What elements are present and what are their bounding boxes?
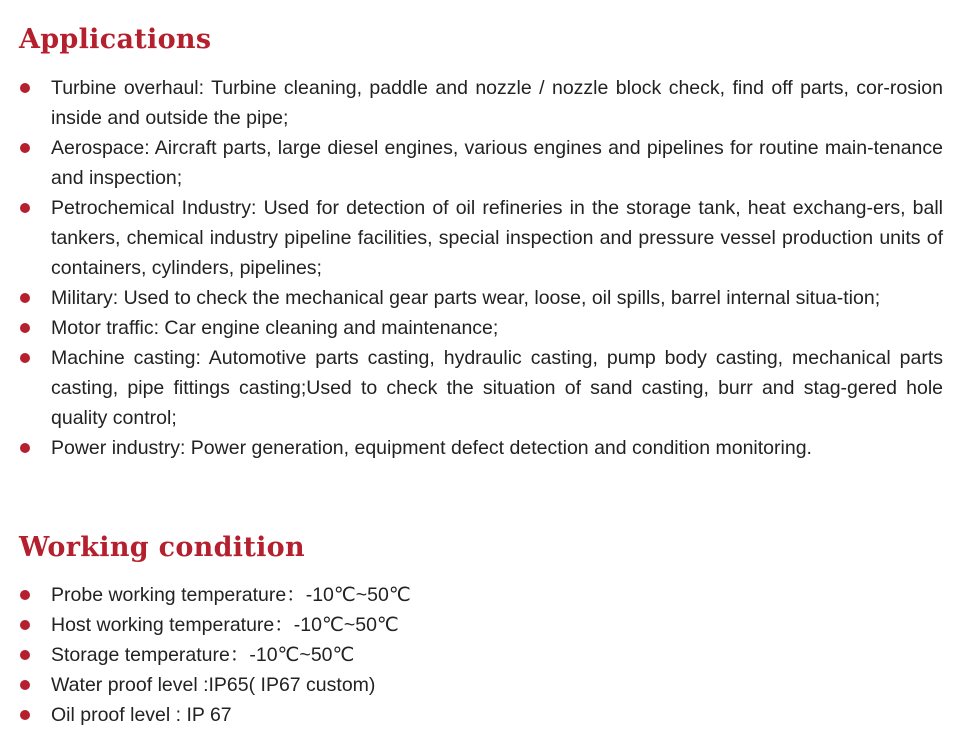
list-item — [0, 133, 943, 193]
bullet-dot-icon — [20, 323, 30, 333]
list-item — [0, 580, 943, 610]
list-item — [0, 700, 943, 730]
list-item — [0, 670, 943, 700]
bullet-dot-icon — [20, 293, 30, 303]
bullet-dot-icon — [20, 710, 30, 720]
list-item-text: Power industry: Power generation, equipment defect detection and condition monitoring. — [51, 437, 812, 459]
list-item-text: Turbine overhaul: Turbine cleaning, paddle and nozzle / nozzle block check, find off parts, cor-rosion inside and outside the pipe; — [51, 77, 943, 129]
list-item — [0, 610, 943, 640]
bullet-dot-icon — [20, 620, 30, 630]
list-item-text: Aerospace: Aircraft parts, large diesel engines, various engines and pipelines for routine main-tenance and inspection; — [51, 137, 943, 189]
bullet-dot-icon — [20, 353, 30, 363]
list-item-text: Probe working temperature：-10℃~50℃ — [51, 584, 411, 606]
list-item — [0, 283, 943, 313]
bullet-dot-icon — [20, 143, 30, 153]
applications-list — [0, 73, 960, 463]
list-item — [0, 640, 943, 670]
list-item-text: Military: Used to check the mechanical gear parts wear, loose, oil spills, barrel internal situa-tion; — [51, 287, 881, 309]
list-item — [0, 433, 943, 463]
list-item — [0, 73, 943, 133]
list-item-text: Storage temperature：-10℃~50℃ — [51, 644, 355, 666]
bullet-dot-icon — [20, 650, 30, 660]
bullet-dot-icon — [20, 83, 30, 93]
bullet-dot-icon — [20, 203, 30, 213]
applications-heading: Applications — [19, 24, 212, 55]
working-condition-heading: Working condition — [19, 532, 305, 563]
list-item — [0, 343, 943, 433]
list-item-text: Motor traffic: Car engine cleaning and maintenance; — [51, 317, 499, 339]
bullet-dot-icon — [20, 680, 30, 690]
list-item-text: Water proof level :IP65( IP67 custom) — [51, 674, 376, 696]
list-item — [0, 193, 943, 283]
list-item — [0, 313, 943, 343]
list-item-text: Petrochemical Industry: Used for detection of oil refineries in the storage tank, heat exchang-ers, ball tankers, chemical industry pipeline facilities, special inspection and pressure vessel production units of containers, cylinders, pipelines; — [51, 197, 943, 279]
bullet-dot-icon — [20, 590, 30, 600]
list-item-text: Machine casting: Automotive parts casting, hydraulic casting, pump body casting, mechanical parts casting, pipe fittings casting;Used to check the situation of sand casting, burr and stag-gered hole quality control; — [51, 347, 943, 429]
list-item-text: Oil proof level : IP 67 — [51, 704, 232, 726]
bullet-dot-icon — [20, 443, 30, 453]
working-condition-list — [0, 580, 960, 730]
list-item-text: Host working temperature：-10℃~50℃ — [51, 614, 399, 636]
